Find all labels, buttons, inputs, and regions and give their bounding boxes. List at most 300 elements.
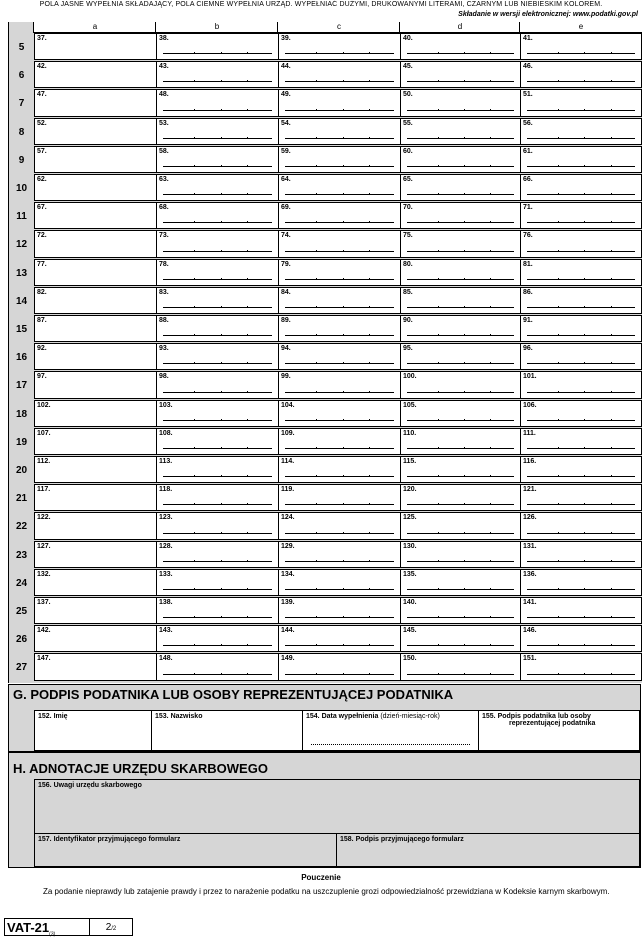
amount-field[interactable]	[34, 61, 157, 88]
digit-separator	[438, 447, 439, 449]
amount-field[interactable]	[34, 484, 157, 511]
column-header-1: b	[155, 22, 278, 33]
digit-separator	[247, 52, 248, 54]
digit-separator	[343, 193, 344, 195]
digit-separator	[438, 80, 439, 82]
amount-field[interactable]	[520, 456, 642, 483]
field-152-first-name[interactable]	[34, 710, 152, 751]
field-153-last-name[interactable]	[151, 710, 303, 751]
digit-separator	[247, 560, 248, 562]
digit-separator	[369, 250, 370, 252]
entry-line	[407, 110, 514, 111]
form-instruction: POLA JASNE WYPEŁNIA SKŁADAJĄCY, POLA CIEMNE WYPEŁNIA URZĄD. WYPEŁNIAĆ DUŻYMI, DRUKOWANYMI LITERAMI, CZARNYM LUB NIEBIESKIM KOLOREM.	[39, 1, 603, 8]
amount-field[interactable]	[34, 371, 157, 398]
amount-field[interactable]	[278, 118, 401, 145]
digit-separator	[369, 137, 370, 139]
digit-separator	[194, 532, 195, 534]
amount-field[interactable]	[520, 597, 642, 624]
digit-separator	[611, 52, 612, 54]
amount-field[interactable]	[278, 512, 401, 539]
amount-field[interactable]	[400, 146, 521, 173]
row-number: 15	[15, 324, 28, 335]
digit-separator	[343, 52, 344, 54]
amount-field[interactable]	[400, 541, 521, 568]
digit-separator	[490, 221, 491, 223]
amount-field[interactable]	[278, 371, 401, 398]
field-number: 71.	[523, 204, 533, 212]
digit-separator	[369, 616, 370, 618]
amount-field[interactable]	[520, 653, 642, 680]
digit-separator	[316, 109, 317, 111]
amount-field[interactable]	[520, 541, 642, 568]
section-g	[8, 684, 641, 752]
field-number: 140.	[403, 599, 417, 606]
digit-separator	[247, 503, 248, 505]
amount-field[interactable]	[156, 428, 279, 455]
digit-separator	[438, 221, 439, 223]
entry-line	[527, 674, 635, 675]
digit-separator	[490, 447, 491, 449]
amount-field[interactable]	[156, 371, 279, 398]
field-number: 37.	[37, 35, 47, 42]
field-number: 90.	[403, 317, 413, 324]
amount-field[interactable]	[400, 371, 521, 398]
entry-line	[527, 561, 635, 562]
field-number: 47.	[37, 91, 47, 99]
entry-line	[527, 251, 635, 252]
digit-separator	[194, 278, 195, 280]
amount-field[interactable]	[520, 371, 642, 398]
digit-separator	[438, 588, 439, 590]
digit-separator	[221, 250, 222, 252]
amount-field[interactable]	[278, 33, 401, 60]
digit-separator	[316, 52, 317, 54]
amount-field[interactable]	[520, 259, 642, 286]
digit-separator	[490, 419, 491, 421]
field-155-signature[interactable]	[478, 710, 640, 751]
digit-separator	[464, 52, 465, 54]
digit-separator	[247, 137, 248, 139]
digit-separator	[490, 560, 491, 562]
field-number: 121.	[523, 486, 537, 494]
entry-line	[285, 448, 394, 449]
amount-field[interactable]	[34, 89, 157, 116]
digit-separator	[464, 109, 465, 111]
digit-separator	[369, 419, 370, 421]
field-number: 54.	[281, 119, 291, 127]
digit-separator	[584, 165, 585, 167]
entry-line	[163, 645, 272, 646]
amount-field[interactable]	[520, 484, 642, 511]
digit-separator	[343, 532, 344, 534]
amount-field[interactable]	[520, 512, 642, 539]
amount-field[interactable]	[156, 653, 279, 680]
amount-field[interactable]	[278, 597, 401, 624]
digit-separator	[464, 673, 465, 675]
field-number: 80.	[403, 260, 413, 268]
amount-field[interactable]	[156, 61, 279, 88]
amount-field[interactable]	[520, 625, 642, 652]
field-154-date[interactable]	[302, 710, 479, 751]
field-154-hint: (dzień-miesiąc-rok)	[380, 713, 440, 720]
entry-line	[285, 53, 394, 54]
amount-field[interactable]	[278, 653, 401, 680]
digit-separator	[316, 532, 317, 534]
entry-line	[285, 138, 394, 139]
amount-field[interactable]	[34, 625, 157, 652]
amount-field[interactable]	[520, 33, 642, 60]
form-code-label: VAT-21	[7, 920, 50, 935]
digit-separator	[369, 334, 370, 336]
entry-line	[163, 251, 272, 252]
field-number: 131.	[523, 542, 537, 550]
amount-field[interactable]	[400, 343, 521, 370]
field-number: 58.	[159, 147, 169, 155]
digit-separator	[369, 221, 370, 223]
digit-separator	[584, 447, 585, 449]
digit-separator	[369, 109, 370, 111]
column-header-0: a	[33, 22, 156, 33]
amount-field[interactable]	[156, 569, 279, 596]
amount-field[interactable]	[278, 259, 401, 286]
amount-field[interactable]	[34, 174, 157, 201]
amount-field[interactable]	[400, 625, 521, 652]
digit-separator	[584, 52, 585, 54]
digit-separator	[194, 644, 195, 646]
field-number: 107.	[37, 429, 51, 437]
digit-separator	[584, 532, 585, 534]
amount-field[interactable]	[400, 456, 521, 483]
amount-field[interactable]	[520, 315, 642, 342]
digit-separator	[343, 306, 344, 308]
amount-field[interactable]	[156, 33, 279, 60]
amount-field[interactable]	[400, 287, 521, 314]
entry-line	[285, 335, 394, 336]
amount-field[interactable]	[156, 400, 279, 427]
digit-separator	[490, 673, 491, 675]
amount-field[interactable]	[520, 202, 642, 229]
digit-separator	[584, 137, 585, 139]
entry-line	[285, 222, 394, 223]
digit-separator	[247, 419, 248, 421]
amount-field[interactable]	[156, 230, 279, 257]
field-number: 146.	[523, 627, 537, 635]
amount-field[interactable]	[400, 202, 521, 229]
row-number: 26	[15, 634, 28, 646]
amount-field[interactable]	[278, 400, 401, 427]
digit-separator	[584, 644, 585, 646]
amount-field[interactable]	[34, 146, 157, 173]
amount-field[interactable]	[34, 400, 157, 427]
row-number: 6	[18, 70, 25, 82]
amount-field[interactable]	[400, 512, 521, 539]
digit-separator	[558, 673, 559, 675]
amount-field[interactable]	[278, 89, 401, 116]
field-number: 68.	[159, 204, 169, 212]
entry-line	[527, 138, 635, 139]
field-number: 141.	[523, 599, 537, 606]
field-number: 89.	[281, 317, 291, 324]
amount-field[interactable]	[278, 541, 401, 568]
amount-field[interactable]	[520, 230, 642, 257]
digit-separator	[464, 560, 465, 562]
field-number: 109.	[281, 429, 295, 437]
digit-separator	[584, 616, 585, 618]
field-number: 135.	[403, 570, 417, 578]
field-157-label: 157. Identyfikator przyjmującego formularz	[38, 836, 181, 843]
entry-line	[163, 589, 272, 590]
digit-separator	[464, 137, 465, 139]
digit-separator	[558, 109, 559, 111]
digit-separator	[611, 80, 612, 82]
amount-field[interactable]	[156, 259, 279, 286]
amount-field[interactable]	[156, 315, 279, 342]
amount-field[interactable]	[156, 287, 279, 314]
entry-line	[527, 222, 635, 223]
amount-field[interactable]	[156, 541, 279, 568]
digit-separator	[611, 588, 612, 590]
amount-field[interactable]	[400, 118, 521, 145]
row-number: 5	[18, 42, 25, 53]
amount-field[interactable]	[520, 343, 642, 370]
field-154-label: 154. Data wypełnienia	[306, 713, 379, 720]
digit-separator	[490, 334, 491, 336]
digit-separator	[438, 193, 439, 195]
amount-field[interactable]	[278, 428, 401, 455]
digit-separator	[464, 419, 465, 421]
digit-separator	[584, 250, 585, 252]
digit-separator	[247, 165, 248, 167]
digit-separator	[611, 221, 612, 223]
amount-field[interactable]	[156, 512, 279, 539]
field-number: 73.	[159, 232, 169, 240]
digit-separator	[611, 419, 612, 421]
field-158-receiver-signature	[336, 833, 640, 867]
amount-field[interactable]	[156, 625, 279, 652]
amount-field[interactable]	[400, 597, 521, 624]
field-number: 103.	[159, 401, 173, 409]
amount-field[interactable]	[400, 653, 521, 680]
amount-field[interactable]	[34, 569, 157, 596]
field-number: 147.	[37, 655, 51, 663]
column-header-4: e	[519, 22, 642, 33]
row-number: 20	[15, 465, 28, 476]
field-number: 43.	[159, 63, 169, 71]
amount-field[interactable]	[34, 230, 157, 257]
field-number: 49.	[281, 91, 291, 99]
field-number: 126.	[523, 514, 537, 522]
amount-field[interactable]	[156, 343, 279, 370]
amount-field[interactable]	[400, 259, 521, 286]
digit-separator	[558, 362, 559, 364]
amount-field[interactable]	[520, 118, 642, 145]
digit-separator	[438, 673, 439, 675]
amount-field[interactable]	[400, 174, 521, 201]
entry-line	[527, 53, 635, 54]
amount-field[interactable]	[278, 343, 401, 370]
amount-field[interactable]	[278, 625, 401, 652]
digit-separator	[558, 532, 559, 534]
form-variant: (3)	[49, 931, 56, 938]
amount-field[interactable]	[156, 484, 279, 511]
amount-field[interactable]	[520, 61, 642, 88]
field-number: 53.	[159, 119, 169, 127]
field-number: 61.	[523, 147, 533, 155]
amount-field[interactable]	[156, 202, 279, 229]
field-number: 128.	[159, 542, 173, 550]
digit-separator	[464, 475, 465, 477]
amount-field[interactable]	[400, 89, 521, 116]
digit-separator	[247, 306, 248, 308]
digit-separator	[490, 80, 491, 82]
amount-field[interactable]	[520, 174, 642, 201]
row-number: 19	[15, 436, 28, 448]
amount-field[interactable]	[278, 287, 401, 314]
amount-field[interactable]	[278, 456, 401, 483]
entry-line	[163, 420, 272, 421]
digit-separator	[584, 503, 585, 505]
amount-field[interactable]	[520, 287, 642, 314]
entry-line	[407, 504, 514, 505]
page-current: 2	[105, 922, 112, 933]
amount-field[interactable]	[34, 259, 157, 286]
entry-line	[285, 363, 394, 364]
amount-field[interactable]	[34, 315, 157, 342]
digit-separator	[247, 447, 248, 449]
digit-separator	[194, 447, 195, 449]
field-number: 81.	[523, 260, 533, 268]
entry-line	[285, 194, 394, 195]
field-number: 65.	[403, 176, 413, 183]
entry-line	[527, 81, 635, 82]
amount-field[interactable]	[400, 315, 521, 342]
digit-separator	[438, 250, 439, 252]
field-156-label: 156. Uwagi urzędu skarbowego	[38, 782, 142, 789]
digit-separator	[464, 278, 465, 280]
amount-field[interactable]	[34, 343, 157, 370]
amount-field[interactable]	[156, 146, 279, 173]
amount-field[interactable]	[34, 541, 157, 568]
digit-separator	[490, 644, 491, 646]
field-number: 105.	[403, 401, 417, 409]
entry-line	[163, 504, 272, 505]
amount-field[interactable]	[34, 512, 157, 539]
digit-separator	[194, 193, 195, 195]
field-number: 87.	[37, 317, 47, 324]
amount-field[interactable]	[520, 569, 642, 596]
digit-separator	[316, 588, 317, 590]
digit-separator	[247, 588, 248, 590]
digit-separator	[369, 560, 370, 562]
row-number: 21	[15, 493, 28, 505]
digit-separator	[558, 80, 559, 82]
field-number: 69.	[281, 204, 291, 212]
amount-field[interactable]	[400, 428, 521, 455]
amount-field[interactable]	[400, 484, 521, 511]
field-number: 130.	[403, 542, 417, 550]
amount-field[interactable]	[400, 569, 521, 596]
section-h-title: H. ADNOTACJE URZĘDU SKARBOWEGO	[13, 761, 268, 776]
digit-separator	[316, 250, 317, 252]
digit-separator	[194, 673, 195, 675]
entry-line	[527, 448, 635, 449]
amount-field[interactable]	[520, 400, 642, 427]
amount-field[interactable]	[34, 456, 157, 483]
digit-separator	[343, 334, 344, 336]
digit-separator	[464, 306, 465, 308]
amount-field[interactable]	[520, 89, 642, 116]
digit-separator	[558, 52, 559, 54]
digit-separator	[343, 362, 344, 364]
amount-field[interactable]	[400, 33, 521, 60]
amount-field[interactable]	[520, 146, 642, 173]
amount-field[interactable]	[520, 428, 642, 455]
digit-separator	[464, 391, 465, 393]
amount-field[interactable]	[34, 428, 157, 455]
field-number: 127.	[37, 542, 51, 550]
digit-separator	[194, 362, 195, 364]
amount-field[interactable]	[34, 202, 157, 229]
field-156-office-remarks	[34, 779, 640, 834]
amount-field[interactable]	[156, 456, 279, 483]
amount-field[interactable]	[34, 118, 157, 145]
digit-separator	[611, 250, 612, 252]
digit-separator	[438, 165, 439, 167]
amount-field[interactable]	[34, 33, 157, 60]
amount-field[interactable]	[278, 569, 401, 596]
entry-line	[527, 476, 635, 477]
amount-field[interactable]	[278, 230, 401, 257]
digit-separator	[369, 503, 370, 505]
digit-separator	[558, 503, 559, 505]
amount-field[interactable]	[156, 118, 279, 145]
digit-separator	[316, 475, 317, 477]
amount-field[interactable]	[400, 230, 521, 257]
entry-line	[163, 617, 272, 618]
amount-field[interactable]	[34, 287, 157, 314]
amount-field[interactable]	[156, 174, 279, 201]
amount-field[interactable]	[278, 202, 401, 229]
amount-field[interactable]	[400, 61, 521, 88]
field-number: 118.	[159, 486, 173, 494]
amount-field[interactable]	[400, 400, 521, 427]
amount-field[interactable]	[156, 89, 279, 116]
amount-field[interactable]	[34, 653, 157, 680]
field-number: 44.	[281, 63, 291, 71]
digit-separator	[584, 109, 585, 111]
amount-field[interactable]	[278, 61, 401, 88]
digit-separator	[611, 503, 612, 505]
amount-field[interactable]	[34, 597, 157, 624]
amount-field[interactable]	[278, 484, 401, 511]
entry-line	[407, 674, 514, 675]
entry-line	[527, 504, 635, 505]
digit-separator	[343, 250, 344, 252]
row-number: 14	[15, 295, 28, 307]
amount-field[interactable]	[278, 146, 401, 173]
digit-separator	[611, 560, 612, 562]
field-153-label: 153. Nazwisko	[155, 713, 203, 720]
entry-line	[407, 222, 514, 223]
amount-field[interactable]	[278, 315, 401, 342]
entry-line	[163, 53, 272, 54]
amount-field[interactable]	[278, 174, 401, 201]
entry-line	[527, 617, 635, 618]
entry-line	[285, 476, 394, 477]
field-number: 62.	[37, 176, 47, 183]
amount-field[interactable]	[156, 597, 279, 624]
digit-separator	[464, 80, 465, 82]
